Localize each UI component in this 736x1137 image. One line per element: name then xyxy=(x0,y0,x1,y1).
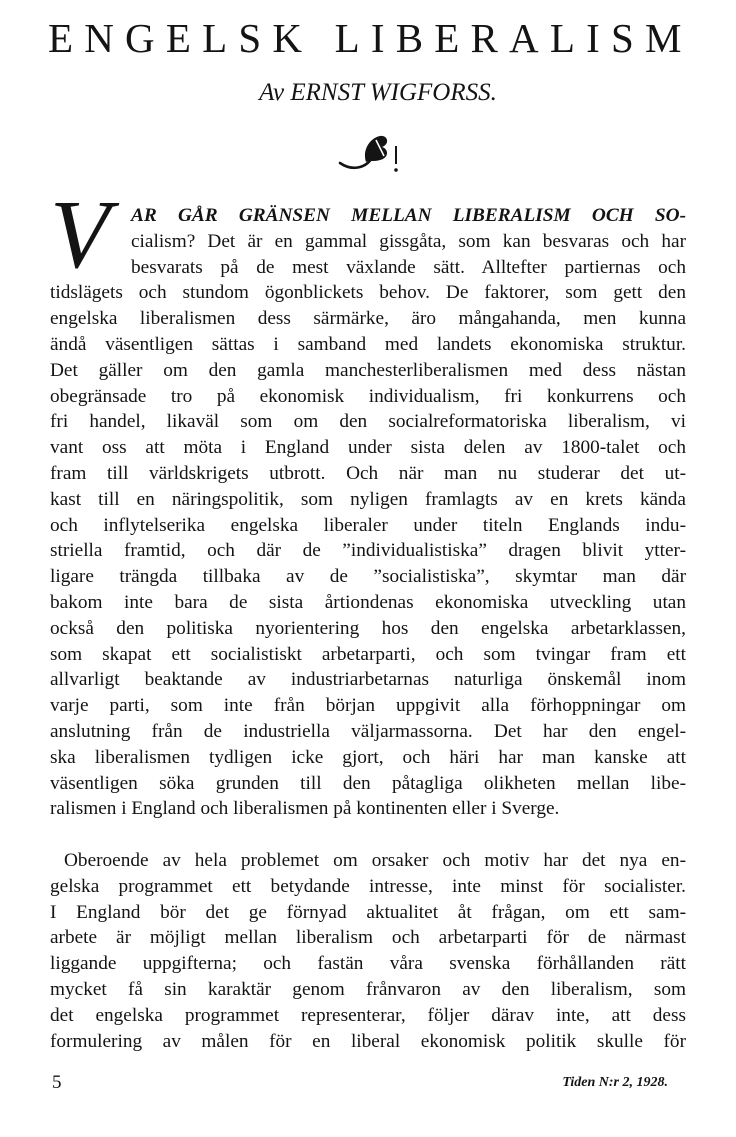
text-line: varje parti, som inte från början uppgivit alla förhoppningar om xyxy=(50,695,686,717)
text-line: ralismen i England och liberalismen på kontinenten eller i Sverge. xyxy=(50,798,560,820)
drop-cap: V xyxy=(50,181,110,289)
article-byline: Av ERNST WIGFORSS. xyxy=(259,79,497,106)
text-line: Det gäller om den gamla manchesterliberalismen med dess nästan xyxy=(50,359,686,381)
text-line: och inflytelserika engelska liberaler under titeln Englands indu- xyxy=(50,514,686,536)
text-line: tidslägets och stundom ögonblickets behov. De faktorer, som gett den xyxy=(50,282,686,304)
text-line: mycket få sin karaktär genom frånvaron av den liberalism, som xyxy=(50,978,686,1000)
text-line: bakom inte bara de sista årtiondenas ekonomiska utveckling utan xyxy=(50,591,686,613)
text-line: engelska liberalismen dess särmärke, äro mångahanda, men kunna xyxy=(50,308,686,330)
text-line: allvarligt beaktande av industriarbetarnas naturliga önskemål inom xyxy=(50,669,686,691)
text-line: kast till en näringspolitik, som nyligen framlagts av en krets kända xyxy=(50,488,686,510)
text-line: striella framtid, och där de ”individualistiska” dragen blivit ytter- xyxy=(50,540,686,562)
text-line: formulering av målen för en liberal ekonomisk politik skulle för xyxy=(50,1030,686,1052)
text-line: AR GÅR GRÄNSEN MELLAN LIBERALISM OCH SO- xyxy=(131,205,686,226)
text-line: ändå väsentligen sättas i samband med landets ekonomiska struktur. xyxy=(50,333,686,355)
paragraph-2 xyxy=(50,848,686,1054)
text-line: I England bör det ge förnyad aktualitet åt frågan, om ett sam- xyxy=(50,901,686,923)
text-line: cialism? Det är en gammal gissgåta, som kan besvaras och har xyxy=(131,230,686,252)
journal-reference: Tiden N:r 2, 1928. xyxy=(562,1075,668,1090)
text-line: ligare trängda tillbaka av de ”socialistiska”, skymtar man där xyxy=(50,566,686,588)
paragraph-1 xyxy=(50,203,686,822)
text-line: liggande uppgifterna; och fastän våra svenska förhållanden rätt xyxy=(50,953,686,975)
text-line: gelska programmet ett betydande intresse, inte minst för socialister. xyxy=(50,875,686,897)
text-line: det engelska programmet representerar, följer därav inte, att dess xyxy=(50,1004,686,1026)
text-line: fram till världskrigets utbrott. Och när man nu studerar det ut- xyxy=(50,462,686,484)
text-line: vant oss att möta i England under sista delen av 1800-talet och xyxy=(50,437,686,459)
text-line: ska liberalismen tydligen icke gjort, och häri har man kanske att xyxy=(50,746,686,768)
text-line: också den politiska nyorientering hos den engelska arbetarklassen, xyxy=(50,617,686,639)
ornament-icon xyxy=(336,130,406,176)
text-line: Oberoende av hela problemet om orsaker och motiv har det nya en- xyxy=(64,850,686,871)
text-line: arbete är möjligt mellan liberalism och arbetarparti för de närmast xyxy=(50,927,686,949)
text-line: som skapat ett socialistiskt arbetarparti, och som tvingar fram ett xyxy=(50,643,686,665)
text-line: väsentligen söka grunden till den påtagliga olikheten mellan libe- xyxy=(50,772,686,794)
text-line: anslutning från de industriella väljarmassorna. Det har den engel- xyxy=(50,720,686,742)
article-title: ENGELSK LIBERALISM xyxy=(48,15,693,61)
page-number: 5 xyxy=(52,1072,62,1093)
text-line: besvarats på de mest växlande sätt. Alltefter partiernas och xyxy=(131,256,686,278)
text-line: obegränsade tro på ekonomisk individualism, fri konkurrens och xyxy=(50,385,686,407)
text-line: fri handel, likaväl som om den socialreformatoriska liberalism, vi xyxy=(50,411,686,433)
